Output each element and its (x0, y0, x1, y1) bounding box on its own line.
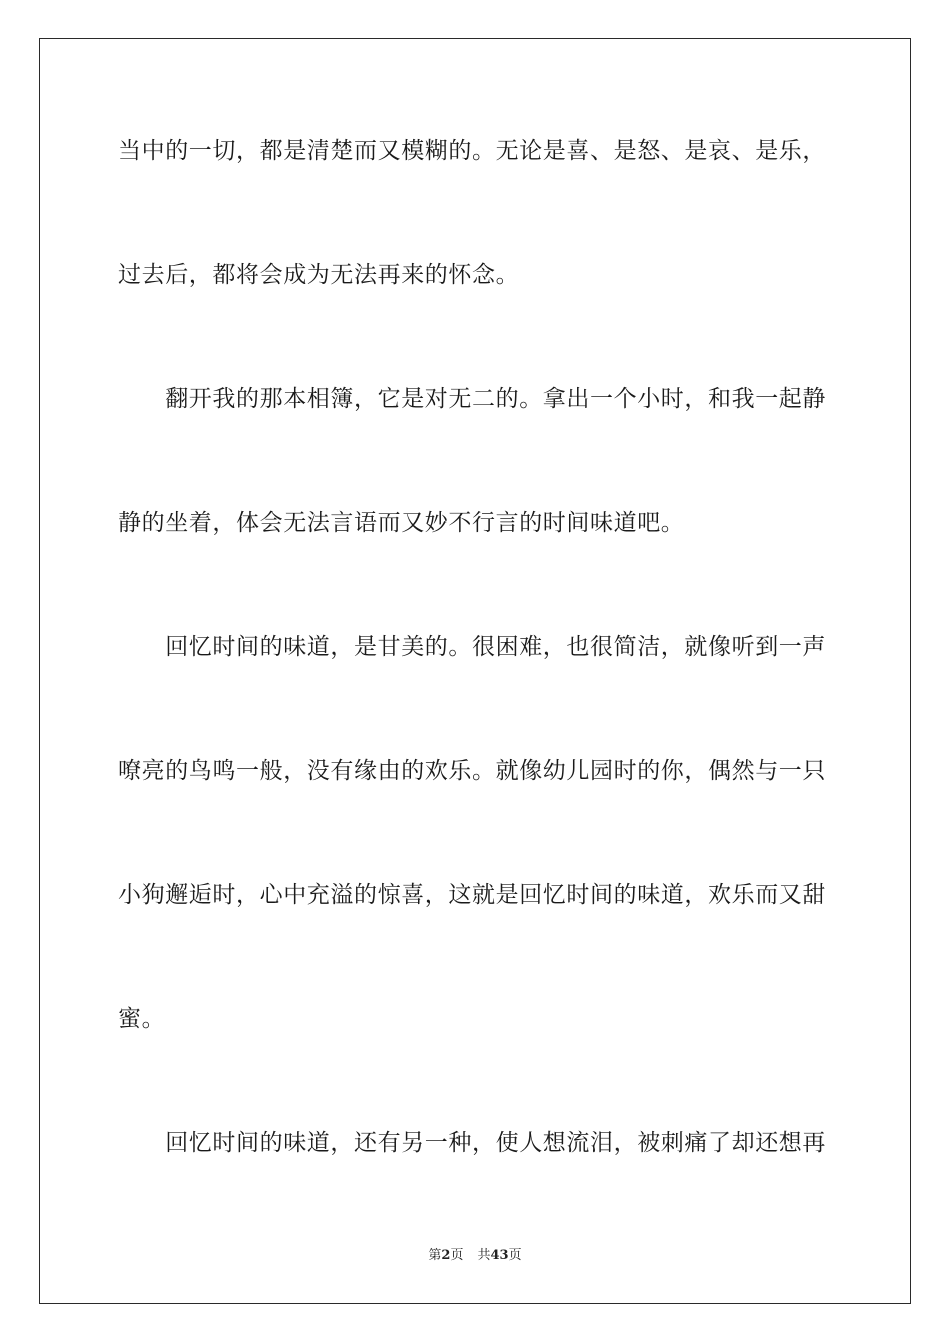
text-line-1: 当中的一切，都是清楚而又模糊的。无论是喜、是怒、是哀、是乐， (118, 138, 826, 164)
text-line-3: 翻开我的那本相簿，它是对无二的。拿出一个小时，和我一起静 (118, 386, 826, 412)
footer-total-prefix: 共 (477, 1248, 491, 1263)
footer-page-prefix: 第 (428, 1248, 442, 1263)
footer-total-suffix: 页 (508, 1248, 522, 1263)
text-line-8: 蜜。 (118, 1006, 166, 1032)
text-line-6: 嘹亮的鸟鸣一般，没有缘由的欢乐。就像幼儿园时的你，偶然与一只 (118, 758, 826, 784)
text-line-4: 静的坐着，体会无法言语而又妙不行言的时间味道吧。 (118, 510, 685, 536)
text-line-2: 过去后，都将会成为无法再来的怀念。 (118, 262, 520, 288)
footer-page-number: 2 (441, 1248, 451, 1263)
footer-total-pages: 43 (490, 1248, 509, 1263)
page-footer (0, 1247, 950, 1265)
text-line-7: 小狗邂逅时，心中充溢的惊喜，这就是回忆时间的味道，欢乐而又甜 (118, 882, 826, 908)
text-line-5: 回忆时间的味道，是甘美的。很困难，也很简洁，就像听到一声 (118, 634, 826, 660)
footer-page-suffix: 页 (450, 1248, 464, 1263)
text-line-9: 回忆时间的味道，还有另一种，使人想流泪，被刺痛了却还想再 (118, 1130, 826, 1156)
page-border (39, 38, 911, 1304)
